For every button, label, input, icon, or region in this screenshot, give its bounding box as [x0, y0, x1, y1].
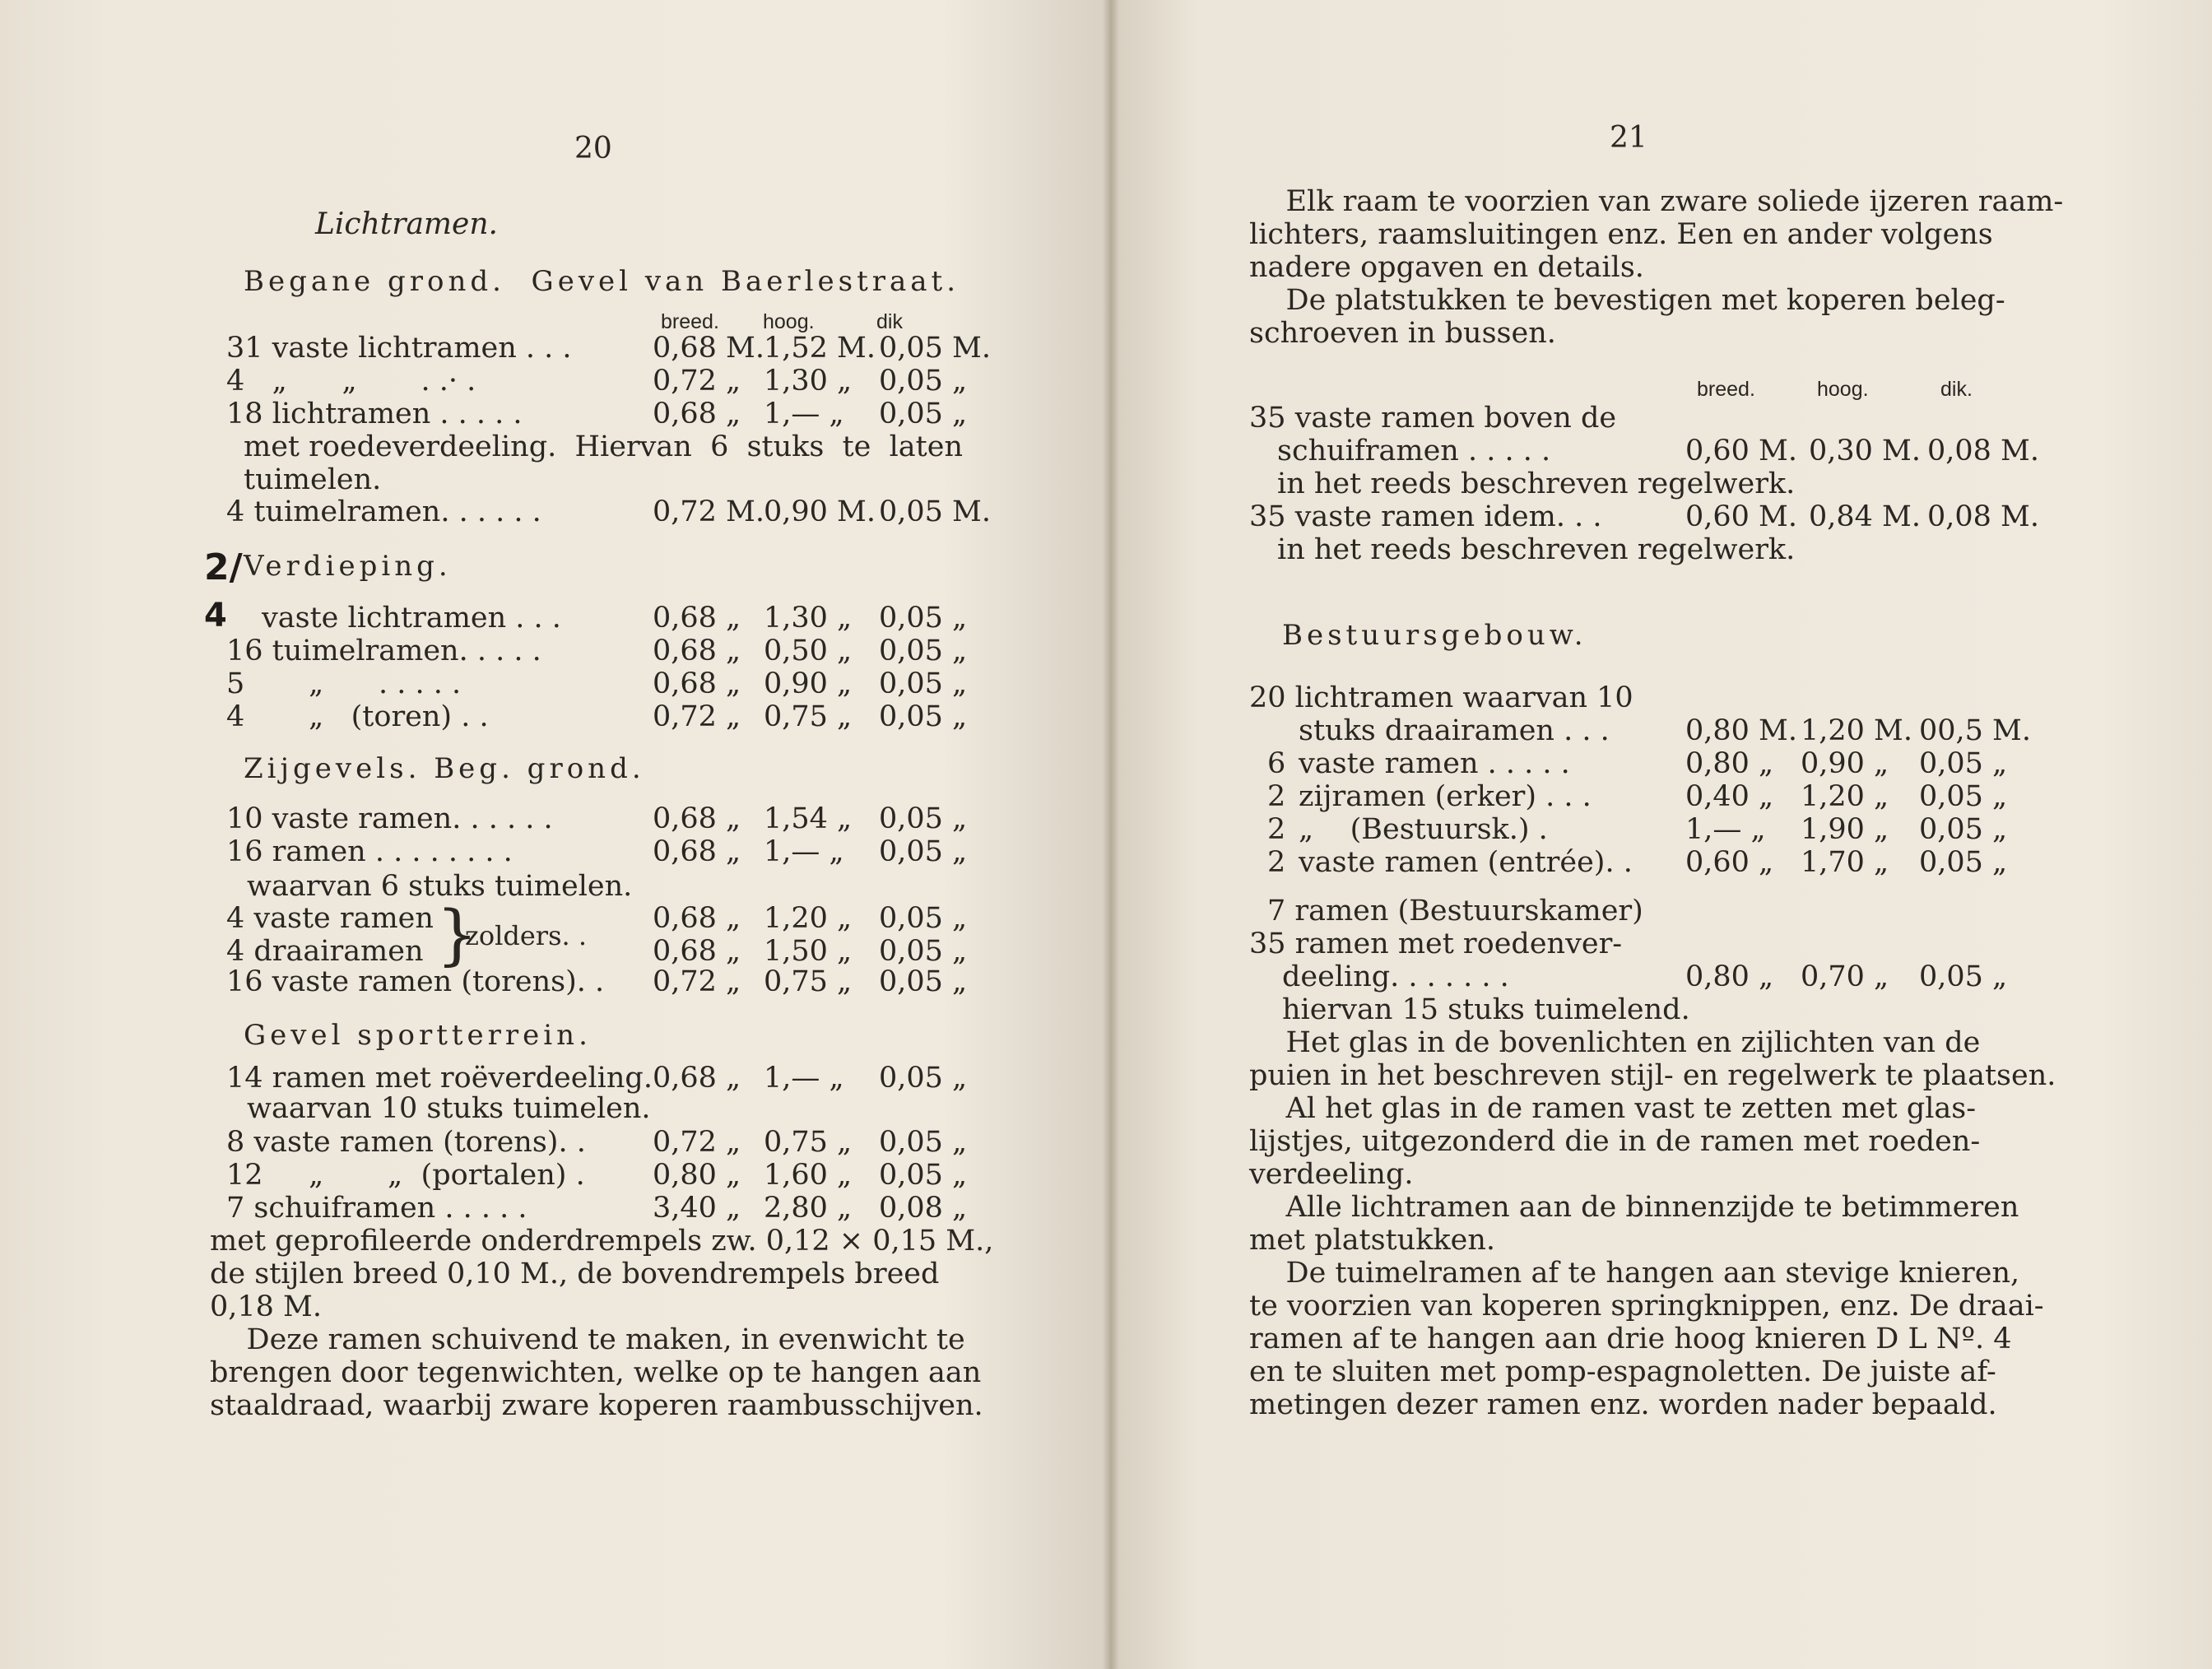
cell-breed: 0,68 „: [653, 835, 741, 868]
cell-breed: 0,72 „: [653, 700, 741, 733]
paragraph-line: nadere opgaven en details.: [1249, 251, 1644, 284]
page-number-right: 21: [1610, 121, 1647, 155]
row-label: deeling. . . . . . .: [1282, 960, 1509, 993]
row-count: 2: [1267, 813, 1286, 846]
row-label: vaste ramen . . . . .: [1299, 747, 1570, 780]
note-zijgevels: waarvan 6 stuks tuimelen.: [247, 870, 633, 903]
paragraph-line: met geprofileerde onderdrempels zw. 0,12 × 0,15 M.,: [210, 1225, 994, 1258]
col-head-breed-right: breed.: [1697, 378, 1755, 401]
cell-hoog: 0,50 „: [764, 635, 853, 667]
cell-hoog: 1,70 „: [1801, 846, 1889, 879]
cell-breed: 0,72 „: [653, 965, 741, 998]
row-label: vaste lichtramen . . .: [262, 602, 561, 635]
cell-hoog: 1,— „: [764, 397, 844, 430]
row-label: 4 tuimelramen. . . . . .: [226, 495, 541, 528]
cell-hoog: 1,20 „: [1801, 780, 1889, 813]
cell-dik: 0,05 „: [879, 835, 968, 868]
cell-hoog: 1,90 „: [1801, 813, 1889, 846]
pencil-annotation: 2/: [204, 546, 243, 588]
cell-dik: 0,08 M.: [1927, 500, 2040, 533]
row-label: 4 vaste ramen: [226, 902, 434, 935]
paragraph-line: Deze ramen schuivend te maken, in evenwicht te: [210, 1323, 965, 1356]
book-gutter: [1103, 0, 1119, 1669]
cell-hoog: 1,30 „: [764, 602, 853, 635]
cell-breed: 0,60 M.: [1685, 435, 1798, 467]
cell-hoog: 0,90 „: [1801, 747, 1889, 780]
paragraph-line: 0,18 M.: [210, 1290, 323, 1323]
cell-hoog: 1,54 „: [764, 802, 853, 835]
paragraph-line: lijstjes, uitgezonderd die in de ramen met roeden-: [1249, 1125, 1981, 1158]
cell-breed: 0,80 „: [653, 1159, 741, 1192]
heading-verdieping: Verdieping.: [244, 550, 452, 583]
paragraph-line: schroeven in bussen.: [1249, 317, 1556, 350]
cell-breed: 3,40 „: [653, 1192, 741, 1225]
cell-breed: 0,68 „: [653, 1062, 741, 1095]
col-head-dik-right: dik.: [1940, 378, 1973, 401]
row-label: 8 vaste ramen (torens). .: [226, 1126, 586, 1159]
cell-breed: 0,68 „: [653, 635, 741, 667]
col-head-breed: breed.: [661, 310, 719, 333]
cell-dik: 00,5 M.: [1919, 714, 2032, 747]
cell-hoog: 0,75 „: [764, 1126, 853, 1159]
cell-breed: 0,68 „: [653, 397, 741, 430]
row-label: 10 vaste ramen. . . . . .: [226, 802, 553, 835]
row-count: 2: [1267, 780, 1286, 813]
cell-dik: 0,05 „: [1919, 846, 2008, 879]
cell-dik: 0,05 „: [879, 965, 968, 998]
paragraph-line: De platstukken te bevestigen met koperen beleg-: [1249, 284, 2005, 317]
row-note: in het reeds beschreven regelwerk.: [1277, 467, 1796, 500]
col-head-dik: dik: [876, 310, 903, 333]
paragraph-line: brengen door tegenwichten, welke op te hangen aan: [210, 1356, 982, 1389]
paragraph-line: Alle lichtramen aan de binnenzijde te betimmeren: [1249, 1191, 2019, 1224]
cell-dik: 0,05 „: [879, 902, 968, 935]
row-label: 5 „ . . . . .: [226, 667, 462, 700]
paragraph-line: de stijlen breed 0,10 M., de bovendrempels breed: [210, 1258, 940, 1290]
cell-dik: 0,05 M.: [879, 332, 992, 365]
cell-breed: 0,60 M.: [1685, 500, 1798, 533]
heading-bestuursgebouw: Bestuursgebouw.: [1282, 619, 1587, 652]
heading-zijgevels: Zijgevels. Beg. grond.: [244, 752, 645, 785]
row-label: zijramen (erker) . . .: [1299, 780, 1592, 813]
row-label: 14 ramen met roëverdeeling.: [226, 1062, 653, 1095]
note-roedeverdeeling: met roedeverdeeling. Hiervan 6 stuks te laten: [244, 430, 963, 463]
row-label: 16 tuimelramen. . . . .: [226, 635, 541, 667]
cell-dik: 0,05 M.: [879, 495, 992, 528]
cell-breed: 0,68 „: [653, 935, 741, 968]
cell-hoog: 0,90 „: [764, 667, 853, 700]
row-label: schuiframen . . . . .: [1277, 435, 1551, 467]
col-head-hoog: hoog.: [763, 310, 815, 333]
cell-hoog: 0,70 „: [1801, 960, 1889, 993]
cell-hoog: 0,90 M.: [764, 495, 876, 528]
paragraph-line: verdeeling.: [1249, 1158, 1414, 1191]
row-label: vaste ramen (entrée). .: [1299, 846, 1633, 879]
row-label: 31 vaste lichtramen . . .: [226, 332, 572, 365]
cell-breed: 0,80 „: [1685, 747, 1774, 780]
cell-hoog: 0,84 M.: [1809, 500, 1922, 533]
cell-breed: 0,72 M.: [653, 495, 765, 528]
row-label: 16 vaste ramen (torens). .: [226, 965, 605, 998]
row-label: 4 „ (toren) . .: [226, 700, 489, 733]
cell-breed: 0,72 „: [653, 365, 741, 397]
paragraph-line: lichters, raamsluitingen enz. Een en ander volgens: [1249, 218, 1993, 251]
cell-dik: 0,05 „: [1919, 813, 2008, 846]
paragraph-line: Elk raam te voorzien van zware soliede ijzeren raam-: [1249, 185, 2064, 218]
cell-dik: 0,05 „: [879, 635, 968, 667]
paragraph-line: Het glas in de bovenlichten en zijlichten van de: [1249, 1026, 1981, 1059]
cell-breed: 1,— „: [1685, 813, 1766, 846]
cell-dik: 0,05 „: [1919, 960, 2008, 993]
row-label: 16 ramen . . . . . . . .: [226, 835, 513, 868]
paragraph-line: staaldraad, waarbij zware koperen raambusschijven.: [210, 1389, 983, 1422]
row-label: 4 „ „ . .· .: [226, 365, 476, 397]
cell-dik: 0,05 „: [879, 700, 968, 733]
note-tuimelen: tuimelen.: [244, 463, 382, 496]
row-label: „ (Bestuursk.) .: [1299, 813, 1548, 846]
row-label: 7 schuiframen . . . . .: [226, 1192, 527, 1225]
row-label: 35 vaste ramen boven de: [1249, 402, 1617, 435]
note-sportterrein: waarvan 10 stuks tuimelen.: [247, 1092, 651, 1125]
row-label: 12 „ „ (portalen) .: [226, 1159, 585, 1192]
paragraph-line: en te sluiten met pomp-espagnoletten. De juiste af-: [1249, 1355, 1996, 1388]
cell-dik: 0,08 „: [879, 1192, 968, 1225]
paragraph-line: puien in het beschreven stijl- en regelwerk te plaatsen.: [1249, 1059, 2056, 1092]
cell-dik: 0,08 M.: [1927, 435, 2040, 467]
paragraph-line: met platstukken.: [1249, 1224, 1495, 1257]
cell-breed: 0,68 „: [653, 802, 741, 835]
cell-dik: 0,05 „: [879, 365, 968, 397]
section-title: Lichtramen.: [315, 207, 498, 241]
cell-dik: 0,05 „: [879, 1159, 968, 1192]
cell-hoog: 0,75 „: [764, 965, 853, 998]
brace-symbol: }: [436, 896, 478, 973]
row-label: 4 draairamen: [226, 935, 424, 968]
cell-breed: 0,68 „: [653, 902, 741, 935]
cell-dik: 0,05 „: [879, 1062, 968, 1095]
note-tuimelend: hiervan 15 stuks tuimelend.: [1282, 993, 1690, 1026]
cell-hoog: 1,60 „: [764, 1159, 853, 1192]
cell-dik: 0,05 „: [879, 602, 968, 635]
cell-breed: 0,80 M.: [1685, 714, 1798, 747]
paragraph-line: Al het glas in de ramen vast te zetten met glas-: [1249, 1092, 1977, 1125]
row-label: stuks draairamen . . .: [1299, 714, 1610, 747]
cell-breed: 0,68 „: [653, 602, 741, 635]
cell-breed: 0,68 „: [653, 667, 741, 700]
cell-dik: 0,05 „: [1919, 747, 2008, 780]
cell-dik: 0,05 „: [879, 935, 968, 968]
row-lichtramen-waarvan: 20 lichtramen waarvan 10: [1249, 681, 1633, 714]
paragraph-line: te voorzien van koperen springknippen, enz. De draai-: [1249, 1290, 2044, 1323]
cell-hoog: 2,80 „: [764, 1192, 853, 1225]
cell-dik: 0,05 „: [879, 397, 968, 430]
paragraph-line: ramen af te hangen aan drie hoog knieren D L Nº. 4: [1249, 1323, 2012, 1355]
heading-gevel-sportterrein: Gevel sportterrein.: [244, 1019, 592, 1052]
cell-hoog: 0,75 „: [764, 700, 853, 733]
label-zolders: zolders. .: [465, 920, 588, 951]
paragraph-line: metingen dezer ramen enz. worden nader bepaald.: [1249, 1388, 1997, 1421]
cell-hoog: 1,— „: [764, 835, 844, 868]
row-count: 6: [1267, 747, 1286, 780]
row-label: 18 lichtramen . . . . .: [226, 397, 523, 430]
cell-dik: 0,05 „: [879, 802, 968, 835]
cell-hoog: 1,30 „: [764, 365, 853, 397]
cell-dik: 0,05 „: [879, 1126, 968, 1159]
pencil-corrected-number: 4: [204, 597, 227, 635]
page-number-left: 20: [574, 132, 612, 165]
cell-dik: 0,05 „: [879, 667, 968, 700]
cell-dik: 0,05 „: [1919, 780, 2008, 813]
row-label: 35 vaste ramen idem. . .: [1249, 500, 1602, 533]
row-roedenverdeeling: 35 ramen met roedenver-: [1249, 927, 1623, 960]
col-head-hoog-right: hoog.: [1817, 378, 1869, 401]
cell-hoog: 1,— „: [764, 1062, 844, 1095]
cell-hoog: 0,30 M.: [1809, 435, 1922, 467]
cell-breed: 0,80 „: [1685, 960, 1774, 993]
row-count: 2: [1267, 846, 1286, 879]
cell-hoog: 1,20 „: [764, 902, 853, 935]
row-note: in het reeds beschreven regelwerk.: [1277, 533, 1796, 566]
cell-breed: 0,60 „: [1685, 846, 1774, 879]
cell-hoog: 1,50 „: [764, 935, 853, 968]
heading-begane-grond: Begane grond. Gevel van Baerlestraat.: [244, 265, 960, 298]
cell-breed: 0,72 „: [653, 1126, 741, 1159]
cell-hoog: 1,20 M.: [1801, 714, 1913, 747]
cell-breed: 0,40 „: [1685, 780, 1774, 813]
cell-breed: 0,68 M.: [653, 332, 765, 365]
row-bestuurskamer: 7 ramen (Bestuurskamer): [1267, 895, 1643, 927]
cell-hoog: 1,52 M.: [764, 332, 876, 365]
paragraph-line: De tuimelramen af te hangen aan stevige knieren,: [1249, 1257, 2020, 1290]
